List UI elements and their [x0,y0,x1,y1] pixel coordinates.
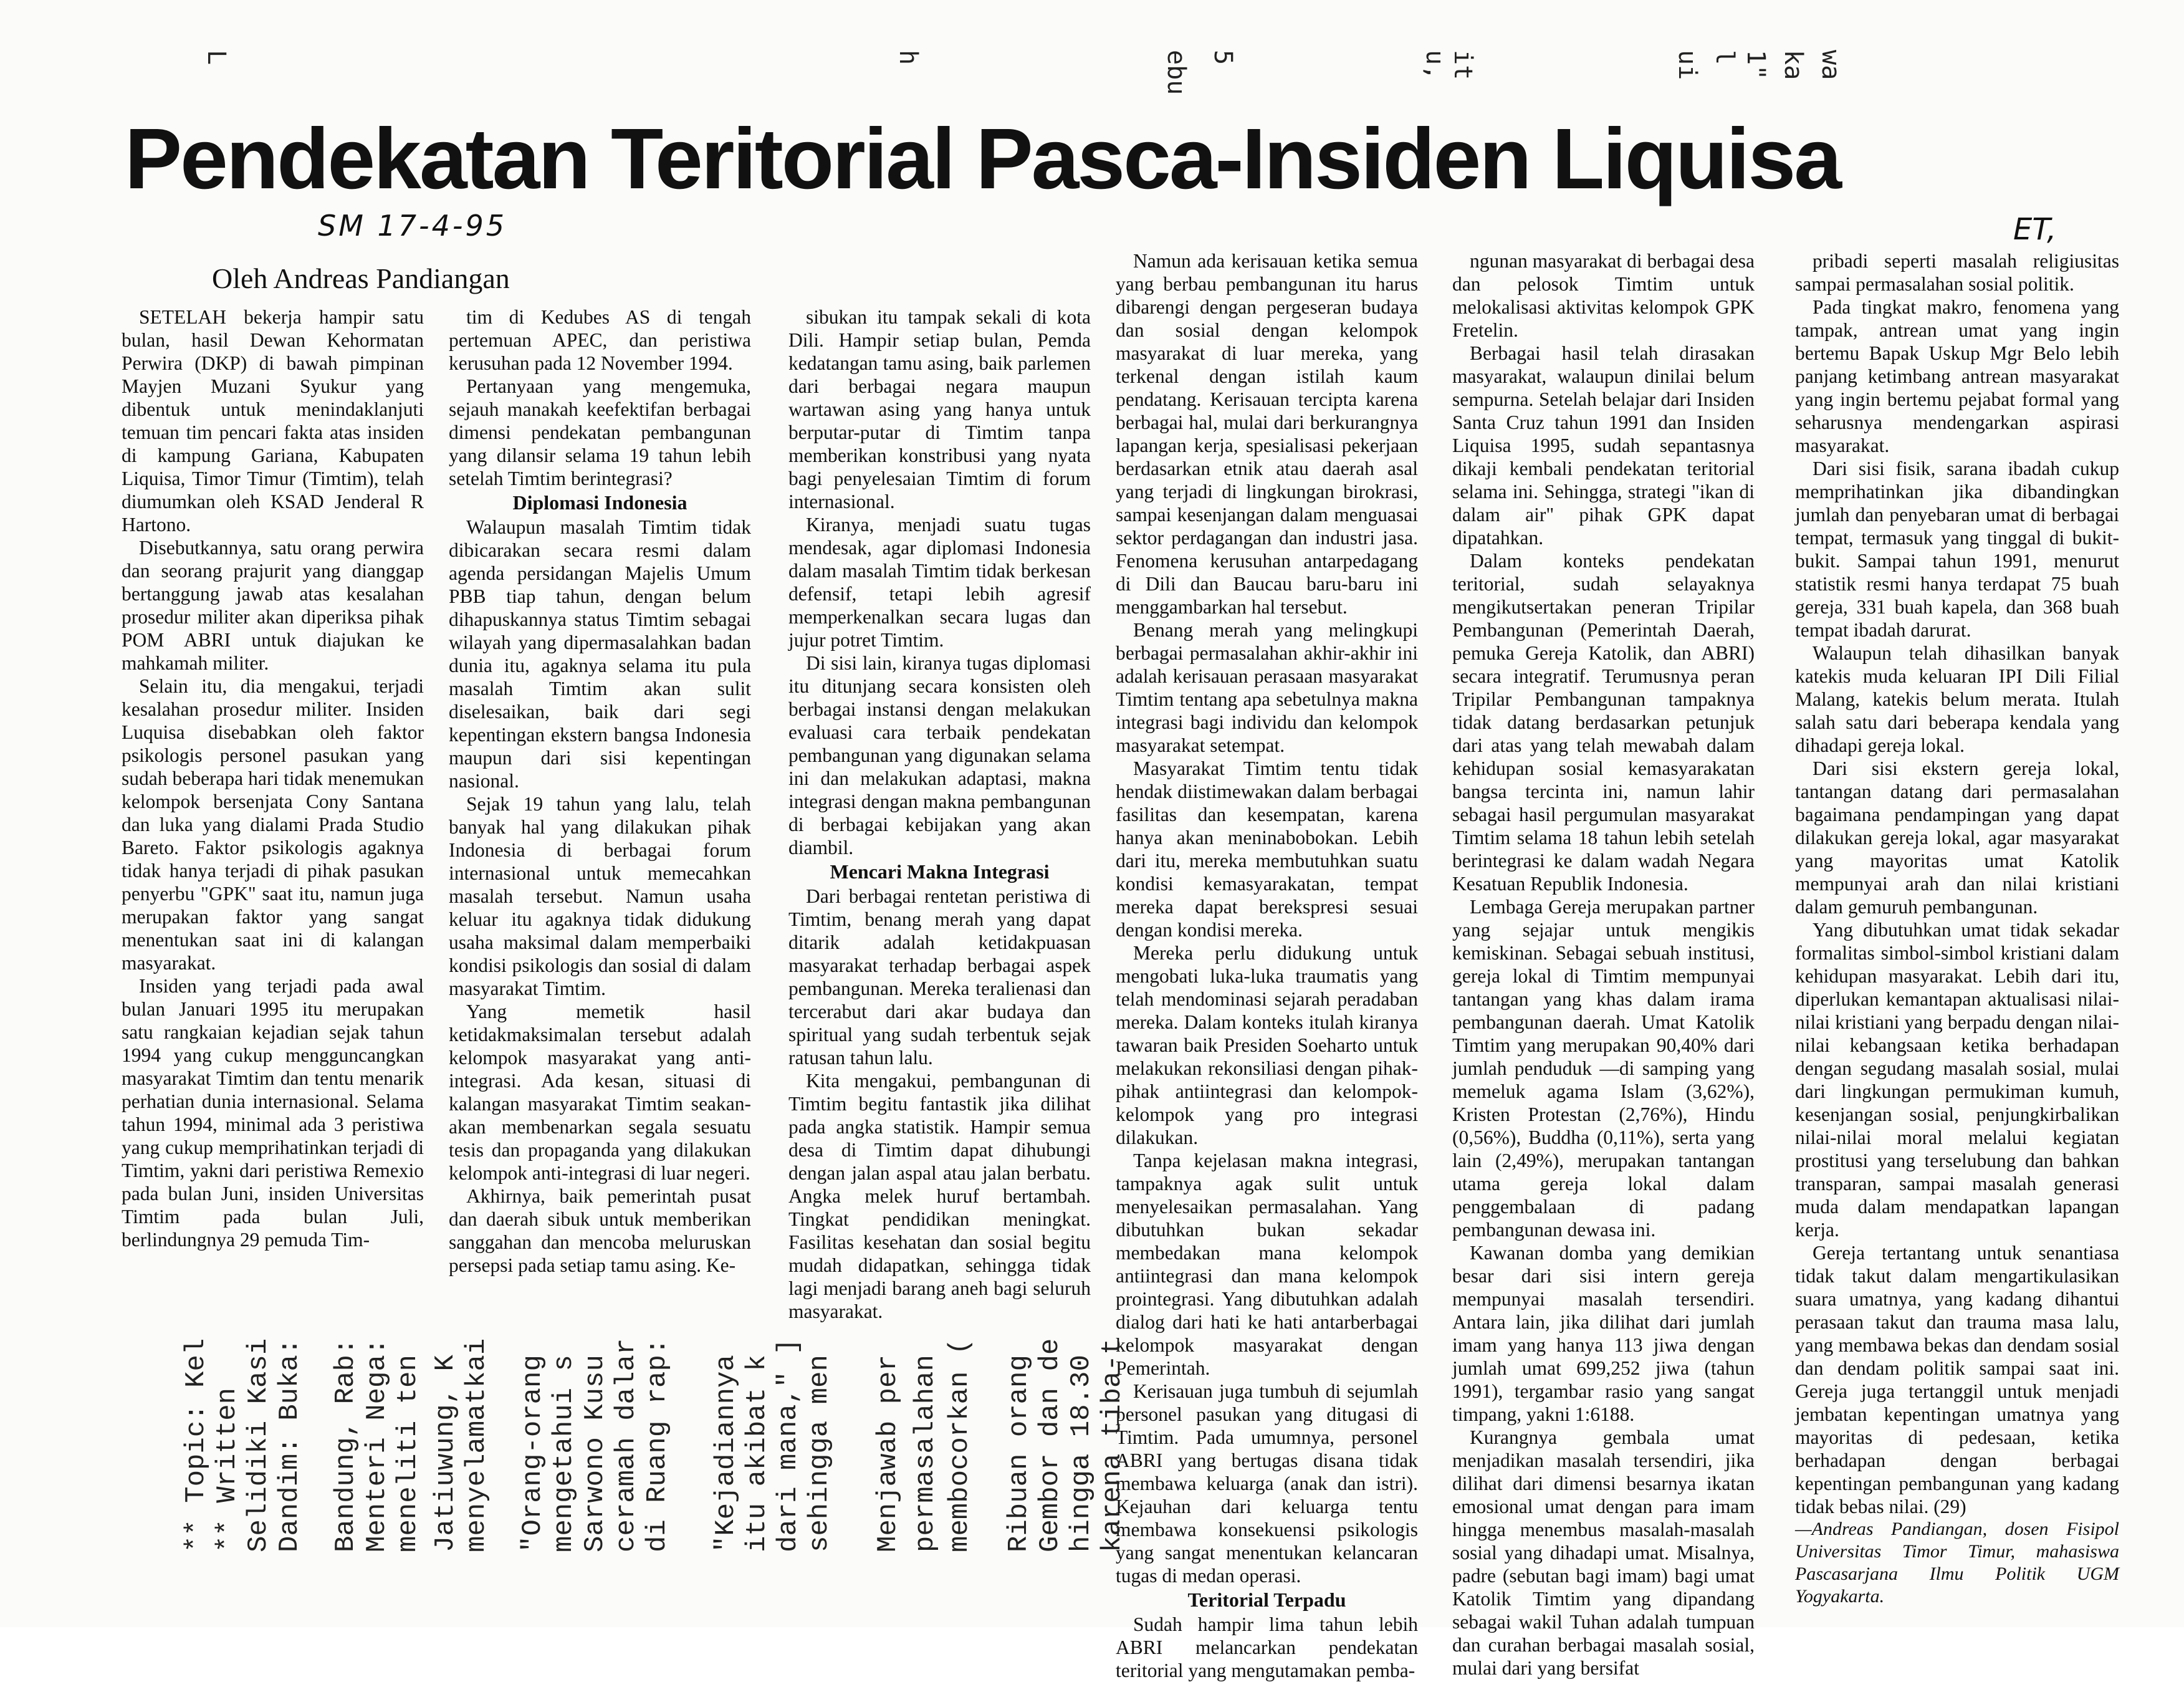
article-column-4 [1116,249,1418,1682]
telex-line: Gembor dan de [1035,1338,1066,1552]
paragraph: Gereja tertantang untuk senantiasa tidak takut dalam mengartikulasikan suara umatnya, yang kadang dihantui perasaan takut dan trauma masa lalu, yang membawa bekas dan dendam sosial dan dendam politik sampai saat ini. Gereja juga tertanggil untuk menjadi jembatan kepentingan umatnya yang mayoritas di pedesaan, ketika berhadapan dengan berbagai kepentingan pembangunan yang kadang tidak bebas nilai. (29) [1795,1242,2119,1517]
article-column-1 [122,305,424,1251]
paragraph: Lembaga Gereja merupakan partner yang sejajar untuk mengikis kemiskinan. Sebagai sebuah institusi, gereja lokal di Timtim mempunyai tantangan yang khas dalam irama pembangunan daerah. Umat Katolik Timtim yang merupakan 90,40% dari jumlah penduduk —di samping yang memeluk agama Islam (3,62%), Kristen Protestan (2,76%), Hindu (0,56%), Buddha (0,11%), serta yang lain (2,49%), merupakan tantangan utama gereja lokal dalam penggembalaan di padang pembangunan dewasa ini. [1452,896,1755,1241]
paragraph: Di sisi lain, kiranya tugas diplomasi itu ditunjang secara konsisten oleh berbagai instansi dengan melakukan evaluasi cara terbaik pendekatan pembangunan yang digunakan selama ini dan melakukan adaptasi, makna integrasi dengan makna pembangunan di berbagai kebijakan yang akan diambil. [788,652,1091,858]
paragraph: Akhirnya, baik pemerintah pusat dan daerah sibuk untuk memberikan sanggahan dan mencoba meluruskan persepsi pada setiap tamu asing. Ke- [449,1185,751,1276]
paragraph: Namun ada kerisauan ketika semua yang berbau pembangunan itu harus dibarengi dengan pergeseran budaya dan sosial dengan kelompok masyarakat di luar mereka, yang terkenal dengan istilah kaum pendatang. Kerisauan tercipta karena berbagai hal, mulai dari berkurangnya lapangan kerja, spesialisasi pekerjaan berdasarkan etnik atau daerah asal yang terjadi di lingkungan birokrasi, sampai kesenjangan dalam menguasai sektor perdagangan dan industri jasa. Fenomena kerusuhan antarpedagang di Dili dan Baucau baru-baru ini menggambarkan hal tersebut. [1116,250,1418,618]
telex-line: membocorkan ( [944,1338,975,1552]
telex-line: menyelamatkai [461,1338,492,1552]
paragraph: Mereka perlu didukung untuk mengobati luka-luka traumatis yang telah mendominasi sejarah peradaban mereka. Dalam konteks itulah kiranya tawaran baik Presiden Soeharto untuk melakukan rekonsiliasi dengan pihak-pihak antiintegrasi dan kelompok-kelompok yang pro integrasi dilakukan. [1116,942,1418,1148]
paragraph: Tanpa kejelasan makna integrasi, tampaknya agak sulit untuk menyelesaikan permasalahan. Yang dibutuhkan bukan sekadar membedakan mana kelompok antiintegrasi dan mana kelompok prointegrasi. Yang dibutuhkan adalah dialog dari hati ke hati antarberbagai kelompok masyarakat dengan Pemerintah. [1116,1150,1418,1379]
telex-line: Jatiuwung, K [430,1355,461,1552]
paragraph: Masyarakat Timtim tentu tidak hendak diistimewakan dalam berbagai fasilitas dan kesempatan, karena hanya akan meninabobokan. Lebih dari itu, mereka membutuhkan suatu kondisi kemasyarakatan, tempat mereka dapat berekspresi sesuai dengan kondisi mereka. [1116,757,1418,941]
handwritten-date: SM 17-4-95 [318,209,507,243]
top-strip-fragment: L [202,50,231,65]
telex-line: mengetahui s [548,1355,580,1552]
top-strip-fragment: u, [1420,50,1449,80]
telex-line: sehingga men [804,1355,835,1552]
paragraph: Kurangnya gembala umat menjadikan masalah tersendiri, jika dilihat dari dimensi besarnya ikatan emosional umat dengan para imam hingga menembus masalah-masalah sosial yang dihadapi umat. Misalnya, padre (sebutan bagi imam) bagi umat Katolik Timtim yang dipandang sebagai wakil Tuhan adalah tumpuan dan curahan berbagai masalah sosial, mulai dari yang bersifat [1452,1426,1755,1679]
paragraph: Dari sisi fisik, sarana ibadah cukup memprihatinkan jika dibandingkan jumlah dan penyebaran umat di berbagai tempat, termasuk yang tinggal di bukit-bukit. Sampai tahun 1991, menurut statistik resmi hanya terdapat 75 buah gereja, 331 buah kapela, dan 368 buah tempat ibadah darurat. [1795,458,2119,641]
top-strip-fragment: l [1710,50,1739,65]
paragraph: Dari sisi ekstern gereja lokal, tantangan datang dari permasalahan bagaimana pendampingan yang dapat dilakukan gereja lokal, agar masyarakat yang mayoritas umat Katolik mempunyai arah dan nilai kristiani dalam gemuruh pembangunan. [1795,757,2119,918]
telex-line: Menjawab per [873,1355,904,1552]
paragraph: Walaupun masalah Timtim tidak dibicarakan secara resmi dalam agenda persidangan Majelis Umum PBB tiap tahun, dengan belum dihapuskannya status Timtim sebagai wilayah yang dipermasalahkan badan dunia itu, agaknya selama itu pula masalah Timtim akan sulit diselesaikan, baik dari segi kepentingan ekstern bangsa Indonesia maupun dari sisi kepentingan nasional. [449,516,751,792]
paragraph: tim di Kedubes AS di tengah pertemuan APEC, dan peristiwa kerusuhan pada 12 November 1994. [449,306,751,374]
telex-line: ** Topic: Kel [181,1338,212,1552]
paragraph: Kiranya, menjadi suatu tugas mendesak, agar diplomasi Indonesia dalam masalah Timtim tidak berkesan defensif, tetapi lebih agresif memperkenalkan secara lugas dan jujur potret Timtim. [788,514,1091,651]
telex-line: meneliti ten [393,1355,424,1552]
top-strip-fragment: ui [1673,50,1702,80]
byline: Oleh Andreas Pandiangan [212,262,510,294]
telex-line: Sarwono Kusu [580,1355,611,1552]
paragraph: pribadi seperti masalah religiusitas sampai permasalahan sosial politik. [1795,250,2119,295]
telex-line: hingga 18.30 [1066,1355,1097,1552]
article-column-6 [1795,249,2119,1608]
top-strip-fragment: h [894,50,922,65]
handwritten-mark: ET, [2013,212,2057,247]
paragraph: Pada tingkat makro, fenomena yang tampak, antrean umat yang ingin bertemu Bapak Uskup Mgr Belo lebih panjang ketimbang antrean masyarakat yang ingin bertemu pejabat formal yang seharusnya mendengarkan aspirasi masyarakat. [1795,296,2119,456]
telex-line: dari mana," ] [773,1338,804,1552]
paragraph: Dalam konteks pendekatan teritorial, sudah selayaknya mengikutsertakan peneran Tripilar Pembangunan (Pemerintah Daerah, pemuka Gereja Katolik, dan ABRI) secara integratif. Terumusnya peran Tripilar Pembangunan tampaknya tidak datang berdasarkan petunjuk dari atas yang telah mewabah dalam kehidupan sosial kemasyarakatan bangsa tercinta ini, namun lahir sebagai hasil pergumulan masyarakat Timtim selama 18 tahun lebih setelah berintegrasi ke dalam wadah Negara Kesatuan Republik Indonesia. [1452,550,1755,895]
subheading: Teritorial Terpadu [1187,1588,1346,1611]
paragraph: Pertanyaan yang mengemuka, sejauh manakah keefektifan berbagai dimensi pendekatan pembangunan yang dilansir selama 19 tahun lebih setelah Timtim berintegrasi? [449,375,751,489]
telex-line: karena tiba-t [1097,1338,1128,1552]
article-column-2 [449,305,751,1277]
paragraph: Walaupun telah dihasilkan banyak katekis muda keluaran IPI Dili Filial Malang, katekis belum merata. Itulah salah satu dari beberapa kendala yang dihadapi gereja lokal. [1795,642,2119,756]
paragraph: Sudah hampir lima tahun lebih ABRI melancarkan pendekatan teritorial yang mengutamakan pemba- [1116,1613,1418,1681]
telex-line: "Kejadiannya [711,1355,742,1552]
author-credit: —Andreas Pandiangan, dosen Fisipol Universitas Timor Timur, mahasiswa Pascasarjana Ilmu Politik UGM Yogyakarta. [1795,1519,2119,1607]
top-strip-fragment: 5 [1209,50,1237,65]
paragraph: Sejak 19 tahun yang lalu, telah banyak hal yang dilakukan pihak Indonesia di berbagai forum internasional untuk memecahkan masalah tersebut. Namun usaha keluar itu agaknya tidak didukung usaha maksimal dalam memperbaiki kondisi psikologis dan sosial di dalam masyarakat Timtim. [449,793,751,999]
top-strip-fragment: ka [1779,50,1808,80]
subheading: Diplomasi Indonesia [512,491,687,514]
telex-line: ** Written [212,1387,243,1552]
telex-line: di Ruang rap: [642,1338,673,1552]
telex-line: permasalahan [910,1355,941,1552]
paragraph: Benang merah yang melingkupi berbagai permasalahan akhir-akhir ini adalah kerisauan perasaan masyarakat Timtim tentang apa sebetulnya makna integrasi bagi individu dan kelompok masyarakat setempat. [1116,619,1418,756]
telex-line: Dandim: Buka: [274,1338,305,1552]
paragraph: Berbagai hasil telah dirasakan masyarakat, walaupun dinilai belum sempurna. Setelah belajar dari Insiden Santa Cruz tahun 1991 dan Insiden Liquisa 1995, sudah sepantasnya dikaji kembali pendekatan teritorial selama ini. Sehingga, strategi "ikan di dalam air" pihak GPK dapat dipatahkan. [1452,342,1755,549]
paragraph: Yang dibutuhkan umat tidak sekadar formalitas simbol-simbol kristiani dalam kehidupan masyarakat. Lebih dari itu, diperlukan kemantapan aktualisasi nilai-nilai kristiani yang berpadu dengan nilai-nilai kebangsaan ketika berhadapan dengan segudang masalah sosial, mulai dari lingkungan permukiman kumuh, kesenjangan sosial, penjungkirbalikan nilai-nilai moral melalui kegiatan prostitusi yang terselubung dan bahkan transparan, sampai masalah generasi muda dalam mendapatkan lapangan kerja. [1795,919,2119,1241]
top-strip-fragment: it [1449,50,1477,80]
subheading: Mencari Makna Integrasi [830,860,1050,883]
telex-line: ceramah dalar [611,1338,642,1552]
top-strip-fragment: ebu [1162,50,1190,95]
telex-line: itu akibat k [742,1355,773,1552]
paragraph: Kita mengakui, pembangunan di Timtim begitu fantastik jika dilihat pada angka statistik. Hampir semua desa di Timtim dapat dihubungi dengan jalan aspal atau jalan berbatu. Angka melek huruf bertambah. Tingkat pendidikan meningkat. Fasilitas kesehatan dan sosial begitu mudah didapatkan, sehingga tidak lagi menjadi barang aneh bagi seluruh masyarakat. [788,1070,1091,1322]
telex-line: Menteri Nega: [362,1338,393,1552]
paragraph: Insiden yang terjadi pada awal bulan Januari 1995 itu merupakan satu rangkaian kejadian sejak tahun 1994 yang cukup mengguncangkan masyarakat Timtim dan tentu menarik perhatian dunia internasional. Selama tahun 1994, minimal ada 3 peristiwa yang cukup memprihatinkan terjadi di Timtim, yakni dari peristiwa Remexio pada bulan Juni, insiden Universitas Timtim pada bulan Juli, berlindungnya 29 pemuda Tim- [122,975,424,1251]
paragraph: Selain itu, dia mengakui, terjadi kesalahan prosedur militer. Insiden Luquisa disebabkan oleh faktor psikologis personel pasukan yang sudah beberapa hari tidak menemukan kelompok bersenjata Cony Santana dan luka yang dialami Prada Studio Bareto. Faktor psikologis agaknya tidak hanya terjadi di pihak pasukan penyerbu "GPK" saat itu, namun juga merupakan faktor yang sangat menentukan saat ini di kalangan masyarakat. [122,675,424,974]
telex-line: Ribuan orang [1003,1355,1035,1552]
paragraph: Disebutkannya, satu orang perwira dan seorang prajurit yang dianggap bertanggung jawab atas kesalahan prosedur militer akan diperiksa pihak POM ABRI untuk diajukan ke mahkamah militer. [122,537,424,674]
article-column-3 [788,305,1091,1323]
paragraph: Yang memetik hasil ketidakmaksimalan tersebut adalah kelompok masyarakat yang anti-integrasi. Ada kesan, situasi di kalangan masyarakat Timtim seakan-akan membenarkan segala sesuatu tesis dan propaganda yang dilakukan kelompok anti-integrasi di luar negeri. [449,1001,751,1184]
paragraph: ngunan masyarakat di berbagai desa dan pelosok Timtim untuk melokalisasi aktivitas kelompok GPK Fretelin. [1452,250,1755,341]
paragraph: sibukan itu tampak sekali di kota Dili. Hampir setiap bulan, Pemda kedatangan tamu asing, baik parlemen dari berbagai negara maupun wartawan asing yang hanya untuk berputar-putar di Timtim tanpa memberikan konstribusi yang nyata bagi penyelesaian Timtim di forum internasional. [788,306,1091,512]
paragraph: Kerisauan juga tumbuh di sejumlah personel pasukan yang ditugasi di Timtim. Pada umumnya, personel ABRI yang bertugas disana tidak membawa keluarga (anak dan istri). Kejauhan dari keluarga tentu membawa konsekuensi psikologis yang sangat menentukan kelancaran tugas di medan operasi. [1116,1380,1418,1587]
article-column-5 [1452,249,1755,1680]
paragraph: SETELAH bekerja hampir satu bulan, hasil Dewan Kehormatan Perwira (DKP) di bawah pimpinan Mayjen Muzani Syukur yang dibentuk untuk menindaklanjuti temuan tim pencari fakta atas insiden di kampung Gariana, Kabupaten Liquisa, Timor Timur (Timtim), telah diumumkan oleh KSAD Jenderal R Hartono. [122,306,424,536]
paragraph: Kawanan domba yang demikian besar dari sisi intern gereja mempunyai masalah tersendiri. Antara lain, jika dilihat dari jumlah imam yang hanya 113 jiwa dengan jumlah umat 699,252 jiwa (tahun 1991), tergambar rasio yang sangat timpang, yakni 1:6188. [1452,1242,1755,1425]
top-strip-fragment: wa [1816,50,1845,80]
paragraph: Dari berbagai rentetan peristiwa di Timtim, benang merah yang dapat ditarik adalah ketidakpuasan masyarakat terhadap berbagai aspek pembangunan. Mereka teralienasi dan tercerabut dari akar budaya dan spiritual yang sudah terbentuk sejak ratusan tahun lalu. [788,885,1091,1069]
telex-line: "Orang-orang [517,1355,548,1552]
top-strip-fragment: 1" [1741,50,1770,80]
article-headline: Pendekatan Teritorial Pasca-Insiden Liquisa [125,111,1841,207]
telex-line: Selidiki Kasi [243,1338,274,1552]
telex-line: Bandung, Rab: [330,1338,362,1552]
